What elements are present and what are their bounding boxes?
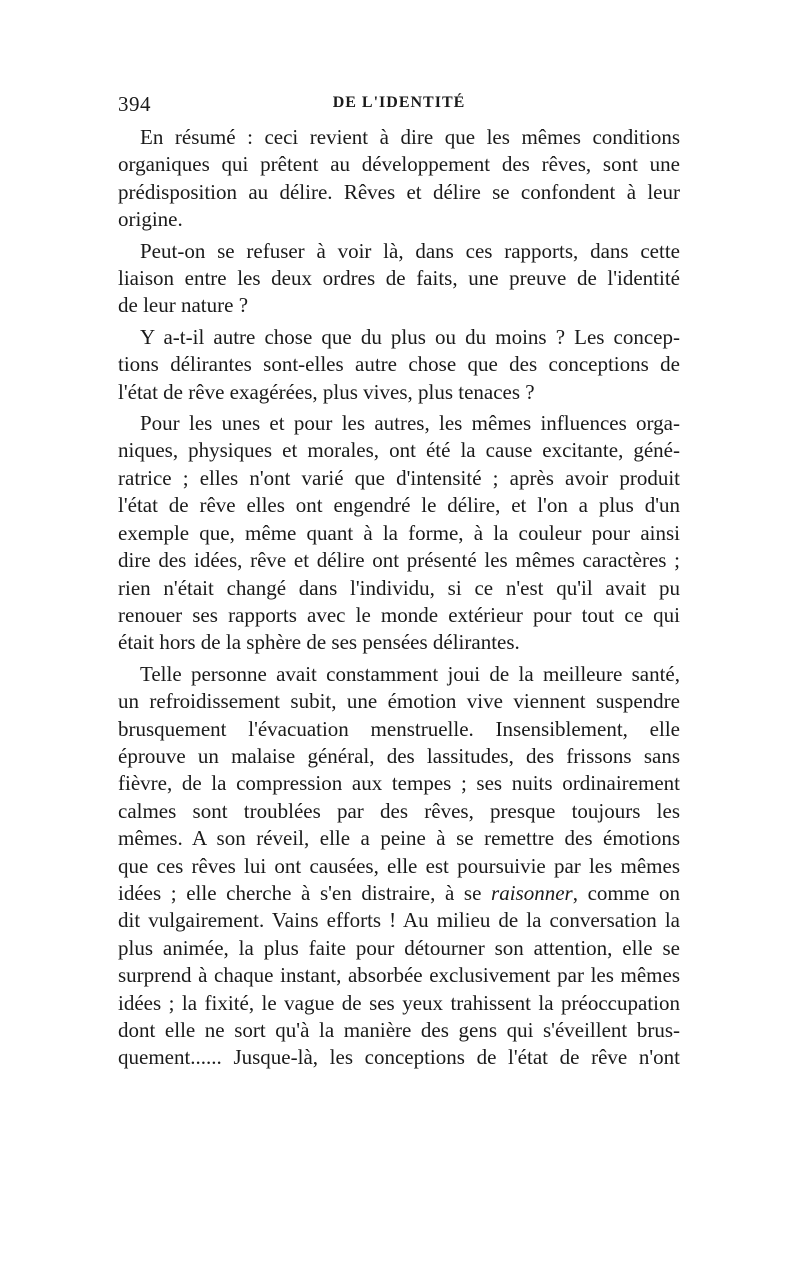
text-line: fièvre, de la compression aux tempes ; ses nuits ordinairement bbox=[118, 771, 680, 796]
paragraph bbox=[118, 324, 680, 406]
paragraph bbox=[118, 238, 680, 320]
text-line: que ces rêves lui ont causées, elle est poursuivie par les mêmes bbox=[118, 853, 680, 878]
text-line: Peut-on se refuser à voir là, dans ces rapports, dans cette bbox=[140, 238, 680, 263]
text-line: dit vulgairement. Vains efforts ! Au milieu de la conversation la bbox=[118, 908, 680, 933]
text-line: dont elle ne sort qu'à la manière des gens qui s'éveillent brus- bbox=[118, 1018, 680, 1042]
text-line: éprouve un malaise général, des lassitudes, des frissons sans bbox=[118, 743, 680, 768]
text-line: de leur nature ? bbox=[118, 293, 249, 318]
running-head bbox=[118, 92, 680, 120]
text-line: un refroidissement subit, une émotion vive viennent suspendre bbox=[118, 689, 680, 714]
page-number: 394 bbox=[118, 92, 151, 116]
text-line: plus animée, la plus faite pour détourner son attention, elle se bbox=[118, 935, 680, 960]
text-line: quement...... Jusque-là, les conceptions de l'état de rêve n'ont bbox=[118, 1045, 680, 1070]
text-line: calmes sont troublées par des rêves, presque toujours les bbox=[118, 798, 680, 823]
text-line: était hors de la sphère de ses pensées délirantes. bbox=[118, 630, 520, 655]
text-line: Pour les unes et pour les autres, les mêmes influences orga- bbox=[140, 411, 680, 436]
text-line: surprend à chaque instant, absorbée exclusivement par les mêmes bbox=[118, 963, 680, 988]
text-line: Telle personne avait constamment joui de la meilleure santé, bbox=[140, 661, 680, 686]
text-line: brusquement l'évacuation menstruelle. Insensiblement, elle bbox=[118, 716, 680, 741]
text-line: rien n'était changé dans l'individu, si ce n'est qu'il avait pu bbox=[118, 575, 680, 600]
text-line: mêmes. A son réveil, elle a peine à se remettre des émotions bbox=[118, 826, 680, 851]
text-line: liaison entre les deux ordres de faits, une preuve de l'identité bbox=[118, 266, 680, 291]
text-line: l'état de rêve elles ont engendré le délire, et l'on a plus d'un bbox=[118, 493, 680, 518]
text-line: Y a-t-il autre chose que du plus ou du moins ? Les concep- bbox=[140, 324, 680, 349]
text-line: exemple que, même quant à la forme, à la couleur pour ainsi bbox=[118, 520, 680, 545]
paragraph bbox=[118, 661, 680, 1072]
text-line: tions délirantes sont-elles autre chose que des conceptions de bbox=[118, 352, 680, 377]
text-line: idées ; elle cherche à s'en distraire, à se raisonner, comme on bbox=[118, 880, 680, 905]
text-line: origine. bbox=[118, 207, 183, 232]
text-line: renouer ses rapports avec le monde extérieur pour tout ce qui bbox=[118, 602, 680, 627]
text-line: l'état de rêve exagérées, plus vives, plus tenaces ? bbox=[118, 379, 535, 404]
paragraph bbox=[118, 410, 680, 657]
text-line: En résumé : ceci revient à dire que les mêmes conditions bbox=[140, 125, 680, 149]
text-line: idées ; la fixité, le vague de ses yeux trahissent la préoccupation bbox=[118, 990, 680, 1015]
text-line: niques, physiques et morales, ont été la cause excitante, géné- bbox=[118, 438, 680, 463]
body-text bbox=[118, 124, 680, 1076]
text-line: ratrice ; elles n'ont varié que d'intensité ; après avoir produit bbox=[118, 465, 680, 490]
text-line: prédisposition au délire. Rêves et délire se confondent à leur bbox=[118, 179, 680, 204]
text-line: organiques qui prêtent au développement des rêves, sont une bbox=[118, 152, 680, 177]
text-line: dire des idées, rêve et délire ont présenté les mêmes caractères ; bbox=[118, 548, 680, 573]
running-title: DE L'IDENTITÉ bbox=[332, 94, 466, 111]
paragraph bbox=[118, 124, 680, 234]
